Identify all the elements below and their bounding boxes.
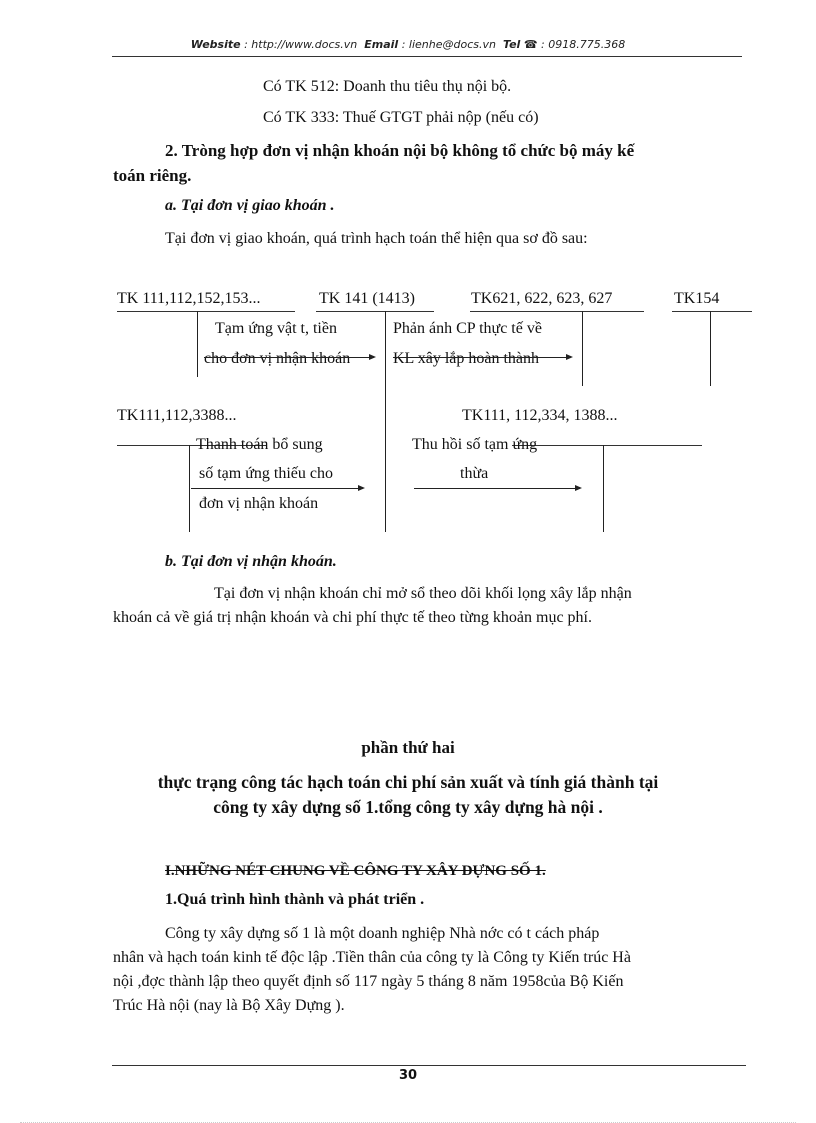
tel-value: : 0918.775.368	[541, 38, 626, 51]
note-recovery-1: Thu hồi số tạm ứng	[412, 436, 538, 453]
note-settlement-2: số tạm ứng thiếu cho	[199, 465, 333, 482]
t-account-stem-1	[197, 311, 198, 377]
t-account-stem-3	[582, 311, 583, 386]
arrow-settlement	[191, 488, 363, 489]
page-number: 30	[398, 1068, 418, 1083]
note-recovery-2: thừa	[460, 465, 489, 482]
t-account-stem-4	[710, 311, 711, 386]
website-label: Website	[190, 38, 241, 51]
subsection-b-heading: b. Tại đơn vị nhận khoán.	[165, 553, 337, 570]
diagram-description: Tại đơn vị giao khoán, quá trình hạch toán thể hiện qua sơ đồ sau:	[165, 230, 588, 247]
chapter-heading: I.NHỮNG NÉT CHUNG VỀ CÔNG TY XÂY DỰNG SỐ 1.	[165, 863, 546, 879]
arrow-advance	[204, 357, 374, 358]
website-value: : http://www.docs.vn	[244, 38, 358, 51]
t-account-line-4	[672, 311, 752, 312]
paragraph-line: nhân và hạch toán kinh tế độc lập .Tiền thân của công ty là Công ty Kiến trúc Hà	[113, 949, 631, 966]
t-account-stem-6	[603, 445, 604, 532]
account-label-4: TK154	[674, 290, 720, 307]
note-advance-2: cho đơn vị nhận khoán	[204, 350, 351, 367]
intro-line-1: Có TK 512: Doanh thu tiêu thụ nội bộ.	[263, 78, 512, 95]
paragraph-line: khoán cả về giá trị nhận khoán và chi phí thực tế theo từng khoản mục phí.	[113, 609, 592, 626]
note-actual-cost-1: Phản ánh CP thực tế về	[393, 320, 542, 337]
paragraph-line: nội ,đợc thành lập theo quyết định số 117 ngày 5 tháng 8 năm 1958của Bộ Kiến	[113, 973, 624, 990]
note-settlement-1: Thanh toán bổ sung	[196, 436, 323, 453]
subsection-b-paragraph	[113, 582, 737, 630]
header-rule	[112, 56, 742, 57]
account-label-2: TK 141 (1413)	[319, 290, 415, 307]
note-settlement-3: đơn vị nhận khoán	[199, 495, 319, 512]
intro-line-2: Có TK 333: Thuế GTGT phải nộp (nếu có)	[263, 109, 539, 126]
paragraph-line: Trúc Hà nội (nay là Bộ Xây Dựng ).	[113, 997, 345, 1014]
footer-rule	[112, 1065, 746, 1066]
section-2-heading: 2. Tròng hợp đơn vị nhận khoán nội bộ không tổ chức bộ máy kế	[165, 141, 635, 160]
note-advance-1: Tạm ứng vật t, tiền	[215, 320, 337, 337]
t-account-stem-2	[385, 311, 386, 532]
tel-label: Tel	[502, 38, 521, 51]
note-actual-cost-2: KL xây lắp hoàn thành	[393, 350, 540, 367]
arrow-actual-cost	[393, 357, 571, 358]
paragraph-line: Tại đơn vị nhận khoán chỉ mở sổ theo dõi khối lọng xây lắp nhận	[214, 585, 632, 602]
email-value: : lienhe@docs.vn	[401, 38, 496, 51]
part-title: phần thứ hai	[361, 738, 455, 757]
paragraph-line: Công ty xây dựng số 1 là một doanh nghiệp Nhà nớc có t cách pháp	[165, 925, 600, 942]
account-label-5: TK111,112,3388...	[117, 407, 237, 424]
t-account-stem-5	[189, 445, 190, 532]
part-subtitle-2: công ty xây dựng số 1.tổng công ty xây dựng hà nội .	[213, 797, 603, 817]
chapter-paragraph	[113, 922, 737, 1018]
arrow-recovery	[414, 488, 580, 489]
t-account-line-6	[512, 445, 702, 446]
account-label-6: TK111, 112,334, 1388...	[462, 407, 618, 424]
t-account-line-3	[470, 311, 644, 312]
email-label: Email	[364, 38, 399, 51]
subsection-a-heading: a. Tại đơn vị giao khoán .	[165, 197, 335, 214]
account-label-3: TK621, 622, 623, 627	[471, 290, 613, 307]
part-subtitle-1: thực trạng công tác hạch toán chi phí sản xuất và tính giá thành tại	[157, 772, 659, 792]
t-account-line-1	[117, 311, 295, 312]
t-account-line-2	[316, 311, 434, 312]
page-header	[0, 38, 816, 51]
phone-icon: ☎	[523, 38, 538, 51]
section-2-heading-cont: toán riêng.	[113, 166, 192, 185]
chapter-subheading: 1.Quá trình hình thành và phát triển .	[165, 891, 425, 908]
account-label-1: TK 111,112,152,153...	[117, 290, 261, 307]
